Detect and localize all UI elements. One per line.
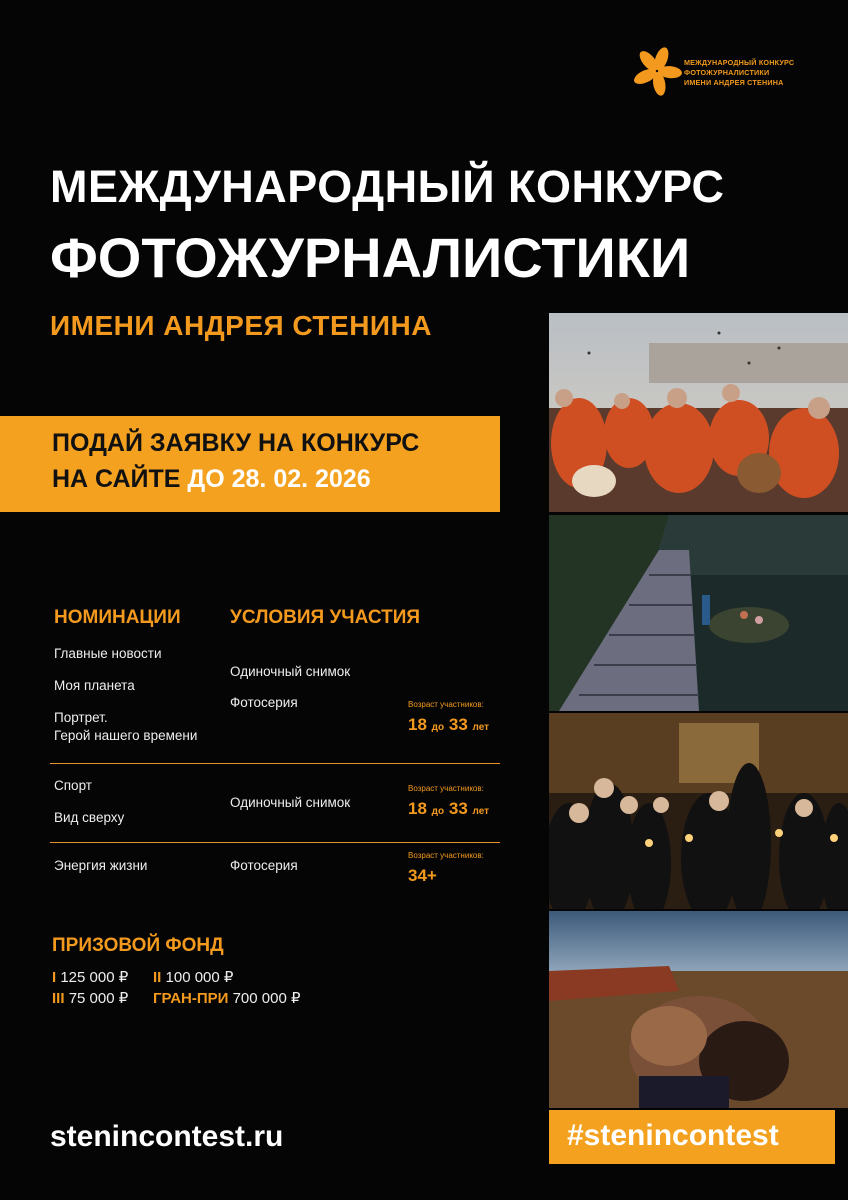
age-mid: до: [431, 806, 445, 817]
flower-logo-icon: [632, 44, 682, 98]
headline-line-1: МЕЖДУНАРОДНЫЙ КОНКУРС: [50, 161, 725, 212]
cta-line-1: ПОДАЙ ЗАЯВКУ НА КОНКУРС: [52, 429, 420, 457]
nomination-item: Энергия жизни: [54, 858, 148, 873]
prize-title: ПРИЗОВОЙ ФОНД: [52, 935, 224, 956]
age-from: 18: [408, 799, 427, 818]
conditions-title: УСЛОВИЯ УЧАСТИЯ: [230, 607, 421, 628]
prize-second-value: 100 000 ₽: [165, 969, 234, 986]
divider: [50, 763, 500, 764]
photo-candles: [549, 713, 848, 909]
age-to: 33: [448, 715, 468, 734]
cta-band: [0, 416, 500, 512]
prize-second: [153, 970, 233, 985]
prize-second-label: II: [153, 969, 162, 986]
age-unit: лет: [472, 722, 490, 733]
age-to: 33: [448, 799, 468, 818]
headline-line-2: ФОТОЖУРНАЛИСТИКИ: [50, 226, 691, 289]
prize-first-label: I: [52, 969, 57, 986]
age-from: 18: [408, 715, 427, 734]
condition-item: Одиночный снимок: [230, 795, 351, 810]
age-plus: 34+: [408, 866, 437, 885]
prize-third-label: III: [52, 990, 65, 1007]
headline-subtitle: ИМЕНИ АНДРЕЯ СТЕНИНА: [50, 310, 432, 341]
nomination-item: Вид сверху: [54, 810, 125, 825]
prize-third-value: 75 000 ₽: [68, 990, 129, 1007]
age-caption: Возраст участников:: [408, 784, 484, 793]
website-link[interactable]: stenincontest.ru: [50, 1120, 284, 1153]
hashtag-badge: [549, 1110, 835, 1164]
logo-line-2: ФОТОЖУРНАЛИСТИКИ: [684, 68, 770, 77]
nominations-title: НОМИНАЦИИ: [54, 607, 181, 628]
cta-line-2-prefix: НА САЙТЕ: [52, 465, 181, 493]
condition-item: Одиночный снимок: [230, 664, 351, 679]
hashtag-text: #stenincontest: [567, 1119, 779, 1152]
condition-item: Фотосерия: [230, 695, 298, 710]
divider: [50, 842, 500, 843]
photo-boardwalk: [549, 515, 848, 711]
prize-grand-value: 700 000 ₽: [232, 990, 301, 1007]
age-mid: до: [431, 722, 445, 733]
photo-seaside-portrait: [549, 911, 848, 1108]
cta-deadline: ДО 28. 02. 2026: [187, 465, 371, 493]
nomination-item: Спорт: [54, 778, 92, 793]
prize-first: [52, 970, 128, 985]
nomination-item: Моя планета: [54, 678, 135, 693]
nomination-item: Герой нашего времени: [54, 728, 198, 743]
logo-line-3: ИМЕНИ АНДРЕЯ СТЕНИНА: [684, 78, 784, 87]
nomination-item: Портрет.: [54, 710, 108, 725]
prize-first-value: 125 000 ₽: [60, 969, 129, 986]
age-range: [408, 716, 489, 733]
age-caption: Возраст участников:: [408, 851, 484, 860]
age-caption: Возраст участников:: [408, 700, 484, 709]
cta-line-2: [52, 467, 371, 492]
logo-line-1: МЕЖДУНАРОДНЫЙ КОНКУРС: [684, 58, 795, 67]
age-range: [408, 800, 489, 817]
nomination-item: Главные новости: [54, 646, 162, 661]
prize-third: [52, 991, 128, 1006]
age-unit: лет: [472, 806, 490, 817]
contest-logo: [632, 44, 832, 100]
prize-grand: [153, 991, 301, 1006]
prize-grand-label: ГРАН-ПРИ: [153, 990, 229, 1007]
photo-pilgrims: [549, 313, 848, 512]
condition-item: Фотосерия: [230, 858, 298, 873]
